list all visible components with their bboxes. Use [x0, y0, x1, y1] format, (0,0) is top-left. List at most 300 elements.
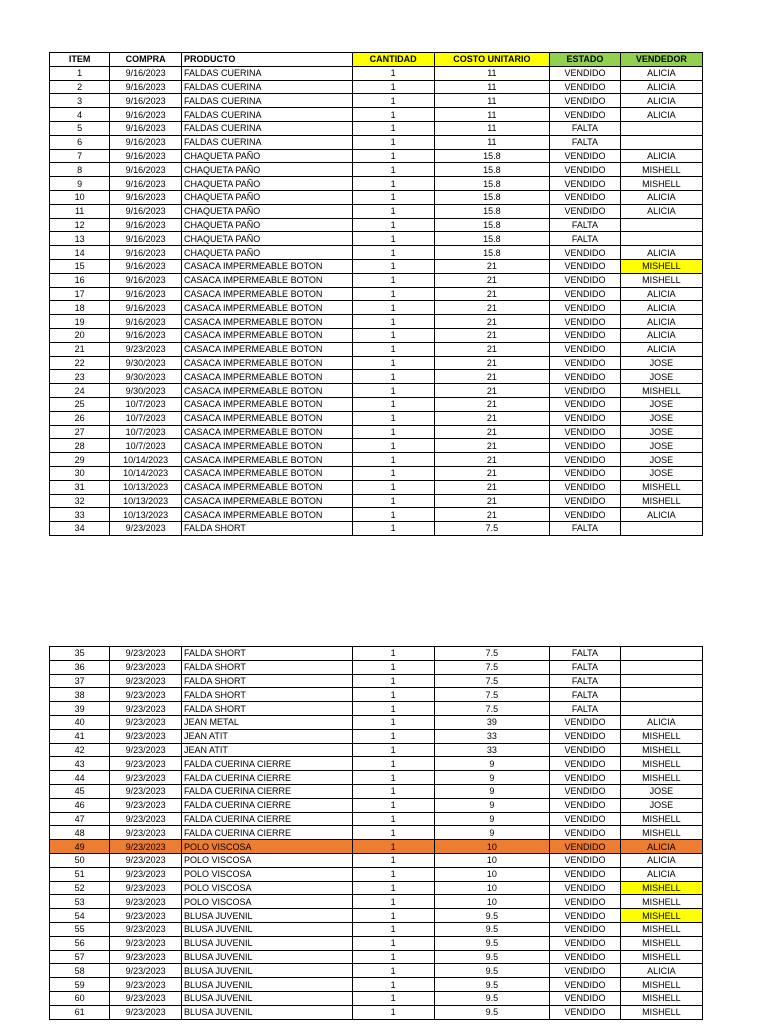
cell-costo-unitario: 21	[434, 425, 549, 439]
cell-vendedor: MISHELL	[620, 729, 702, 743]
cell-item: 24	[50, 384, 110, 398]
cell-vendedor: JOSE	[620, 397, 702, 411]
cell-estado: VENDIDO	[550, 826, 621, 840]
cell-cantidad: 1	[352, 1005, 434, 1019]
cell-compra: 10/14/2023	[110, 466, 182, 480]
cell-vendedor: MISHELL	[620, 384, 702, 398]
cell-cantidad: 1	[352, 370, 434, 384]
cell-costo-unitario: 7.5	[434, 660, 549, 674]
cell-estado: VENDIDO	[550, 163, 621, 177]
cell-compra: 9/23/2023	[110, 991, 182, 1005]
cell-cantidad: 1	[352, 301, 434, 315]
cell-costo-unitario: 15.8	[434, 163, 549, 177]
cell-producto: FALDAS CUERINA	[182, 66, 353, 80]
cell-item: 38	[50, 688, 110, 702]
cell-estado: VENDIDO	[550, 80, 621, 94]
table-row	[50, 784, 703, 798]
cell-item: 36	[50, 660, 110, 674]
cell-compra: 9/16/2023	[110, 259, 182, 273]
cell-vendedor: MISHELL	[620, 812, 702, 826]
cell-producto: CASACA IMPERMEABLE BOTON	[182, 466, 353, 480]
cell-cantidad: 1	[352, 494, 434, 508]
cell-compra: 9/23/2023	[110, 784, 182, 798]
cell-estado: VENDIDO	[550, 784, 621, 798]
cell-costo-unitario: 15.8	[434, 218, 549, 232]
cell-compra: 9/23/2023	[110, 674, 182, 688]
cell-compra: 10/14/2023	[110, 453, 182, 467]
cell-producto: FALDA CUERINA CIERRE	[182, 826, 353, 840]
cell-compra: 9/23/2023	[110, 964, 182, 978]
cell-estado: VENDIDO	[550, 342, 621, 356]
cell-estado: FALTA	[550, 218, 621, 232]
cell-producto: FALDA SHORT	[182, 522, 353, 536]
cell-costo-unitario: 33	[434, 729, 549, 743]
cell-cantidad: 1	[352, 702, 434, 716]
cell-costo-unitario: 9	[434, 812, 549, 826]
table-row	[50, 771, 703, 785]
cell-estado: VENDIDO	[550, 729, 621, 743]
cell-estado: VENDIDO	[550, 978, 621, 992]
cell-estado: FALTA	[550, 522, 621, 536]
cell-producto: JEAN METAL	[182, 715, 353, 729]
cell-costo-unitario: 9	[434, 798, 549, 812]
cell-item: 27	[50, 425, 110, 439]
table-row	[50, 466, 703, 480]
cell-producto: CASACA IMPERMEABLE BOTON	[182, 356, 353, 370]
cell-estado: FALTA	[550, 135, 621, 149]
cell-cantidad: 1	[352, 771, 434, 785]
cell-cantidad: 1	[352, 466, 434, 480]
cell-producto: POLO VISCOSA	[182, 853, 353, 867]
cell-costo-unitario: 9	[434, 757, 549, 771]
table-row	[50, 867, 703, 881]
cell-costo-unitario: 7.5	[434, 674, 549, 688]
cell-vendedor: ALICIA	[620, 315, 702, 329]
table-row	[50, 922, 703, 936]
cell-item: 15	[50, 259, 110, 273]
cell-costo-unitario: 7.5	[434, 688, 549, 702]
table-row	[50, 826, 703, 840]
cell-vendedor: ALICIA	[620, 715, 702, 729]
cell-costo-unitario: 21	[434, 259, 549, 273]
cell-cantidad: 1	[352, 287, 434, 301]
cell-estado: VENDIDO	[550, 867, 621, 881]
cell-compra: 9/23/2023	[110, 1005, 182, 1019]
table-row	[50, 840, 703, 854]
table-row	[50, 246, 703, 260]
cell-vendedor: MISHELL	[620, 259, 702, 273]
cell-producto: BLUSA JUVENIL	[182, 1005, 353, 1019]
cell-compra: 9/23/2023	[110, 757, 182, 771]
cell-compra: 9/23/2023	[110, 660, 182, 674]
cell-cantidad: 1	[352, 439, 434, 453]
table-2-body	[50, 647, 703, 1020]
cell-costo-unitario: 7.5	[434, 522, 549, 536]
cell-cantidad: 1	[352, 812, 434, 826]
table-row	[50, 757, 703, 771]
cell-producto: POLO VISCOSA	[182, 881, 353, 895]
cell-cantidad: 1	[352, 895, 434, 909]
cell-compra: 9/16/2023	[110, 287, 182, 301]
cell-cantidad: 1	[352, 135, 434, 149]
cell-vendedor: ALICIA	[620, 840, 702, 854]
cell-estado: VENDIDO	[550, 273, 621, 287]
cell-item: 34	[50, 522, 110, 536]
cell-item: 42	[50, 743, 110, 757]
cell-estado: VENDIDO	[550, 356, 621, 370]
cell-vendedor: MISHELL	[620, 273, 702, 287]
cell-compra: 10/7/2023	[110, 425, 182, 439]
cell-vendedor: ALICIA	[620, 66, 702, 80]
cell-vendedor	[620, 647, 702, 661]
cell-cantidad: 1	[352, 522, 434, 536]
cell-compra: 9/16/2023	[110, 246, 182, 260]
cell-vendedor	[620, 135, 702, 149]
cell-compra: 9/16/2023	[110, 301, 182, 315]
cell-costo-unitario: 15.8	[434, 246, 549, 260]
cell-producto: CHAQUETA PAÑO	[182, 149, 353, 163]
cell-cantidad: 1	[352, 121, 434, 135]
cell-compra: 9/16/2023	[110, 232, 182, 246]
cell-producto: CHAQUETA PAÑO	[182, 232, 353, 246]
cell-compra: 9/16/2023	[110, 204, 182, 218]
cell-costo-unitario: 21	[434, 273, 549, 287]
cell-compra: 9/23/2023	[110, 729, 182, 743]
table-row	[50, 729, 703, 743]
cell-item: 40	[50, 715, 110, 729]
cell-producto: CASACA IMPERMEABLE BOTON	[182, 397, 353, 411]
table-row	[50, 453, 703, 467]
cell-producto: CASACA IMPERMEABLE BOTON	[182, 301, 353, 315]
table-row	[50, 273, 703, 287]
cell-costo-unitario: 10	[434, 853, 549, 867]
cell-vendedor: ALICIA	[620, 94, 702, 108]
cell-costo-unitario: 9.5	[434, 991, 549, 1005]
cell-costo-unitario: 9.5	[434, 978, 549, 992]
cell-vendedor: MISHELL	[620, 494, 702, 508]
cell-costo-unitario: 10	[434, 867, 549, 881]
header-costo-unitario: COSTO UNITARIO	[434, 53, 549, 67]
cell-compra: 9/23/2023	[110, 771, 182, 785]
cell-item: 18	[50, 301, 110, 315]
table-row	[50, 259, 703, 273]
cell-cantidad: 1	[352, 273, 434, 287]
cell-item: 14	[50, 246, 110, 260]
cell-cantidad: 1	[352, 163, 434, 177]
cell-vendedor	[620, 674, 702, 688]
cell-costo-unitario: 39	[434, 715, 549, 729]
cell-vendedor: ALICIA	[620, 108, 702, 122]
cell-costo-unitario: 33	[434, 743, 549, 757]
cell-compra: 9/16/2023	[110, 177, 182, 191]
cell-compra: 9/30/2023	[110, 370, 182, 384]
cell-vendedor: JOSE	[620, 370, 702, 384]
cell-item: 30	[50, 466, 110, 480]
sales-table-2	[49, 646, 703, 1020]
cell-producto: CASACA IMPERMEABLE BOTON	[182, 453, 353, 467]
cell-producto: POLO VISCOSA	[182, 867, 353, 881]
table-row	[50, 218, 703, 232]
table-row	[50, 688, 703, 702]
cell-producto: FALDA CUERINA CIERRE	[182, 771, 353, 785]
cell-compra: 9/23/2023	[110, 688, 182, 702]
cell-vendedor: MISHELL	[620, 991, 702, 1005]
cell-estado: FALTA	[550, 660, 621, 674]
cell-vendedor: JOSE	[620, 784, 702, 798]
cell-item: 19	[50, 315, 110, 329]
cell-item: 35	[50, 647, 110, 661]
cell-item: 3	[50, 94, 110, 108]
cell-cantidad: 1	[352, 922, 434, 936]
cell-compra: 9/23/2023	[110, 798, 182, 812]
cell-cantidad: 1	[352, 80, 434, 94]
cell-vendedor: ALICIA	[620, 964, 702, 978]
cell-producto: CHAQUETA PAÑO	[182, 177, 353, 191]
cell-producto: FALDA SHORT	[182, 702, 353, 716]
cell-cantidad: 1	[352, 218, 434, 232]
cell-producto: FALDAS CUERINA	[182, 94, 353, 108]
cell-compra: 9/23/2023	[110, 702, 182, 716]
table-row	[50, 936, 703, 950]
table-row	[50, 108, 703, 122]
cell-estado: FALTA	[550, 121, 621, 135]
cell-item: 52	[50, 881, 110, 895]
cell-costo-unitario: 9	[434, 784, 549, 798]
cell-item: 7	[50, 149, 110, 163]
cell-producto: CASACA IMPERMEABLE BOTON	[182, 287, 353, 301]
cell-estado: VENDIDO	[550, 190, 621, 204]
cell-cantidad: 1	[352, 149, 434, 163]
cell-compra: 9/23/2023	[110, 950, 182, 964]
cell-compra: 9/16/2023	[110, 218, 182, 232]
cell-cantidad: 1	[352, 936, 434, 950]
cell-vendedor: MISHELL	[620, 1005, 702, 1019]
cell-estado: VENDIDO	[550, 812, 621, 826]
cell-item: 12	[50, 218, 110, 232]
cell-cantidad: 1	[352, 453, 434, 467]
cell-costo-unitario: 21	[434, 397, 549, 411]
cell-vendedor: MISHELL	[620, 936, 702, 950]
cell-cantidad: 1	[352, 798, 434, 812]
cell-cantidad: 1	[352, 853, 434, 867]
cell-costo-unitario: 21	[434, 315, 549, 329]
cell-costo-unitario: 9	[434, 771, 549, 785]
cell-compra: 9/16/2023	[110, 108, 182, 122]
cell-producto: FALDA SHORT	[182, 688, 353, 702]
cell-compra: 10/7/2023	[110, 397, 182, 411]
cell-producto: FALDA CUERINA CIERRE	[182, 757, 353, 771]
cell-item: 44	[50, 771, 110, 785]
cell-estado: VENDIDO	[550, 840, 621, 854]
cell-compra: 9/16/2023	[110, 94, 182, 108]
cell-vendedor: JOSE	[620, 356, 702, 370]
cell-cantidad: 1	[352, 743, 434, 757]
cell-estado: VENDIDO	[550, 798, 621, 812]
cell-costo-unitario: 11	[434, 80, 549, 94]
cell-cantidad: 1	[352, 425, 434, 439]
cell-producto: JEAN ATIT	[182, 729, 353, 743]
table-row	[50, 1005, 703, 1019]
cell-item: 21	[50, 342, 110, 356]
cell-producto: FALDAS CUERINA	[182, 121, 353, 135]
cell-costo-unitario: 15.8	[434, 190, 549, 204]
cell-estado: VENDIDO	[550, 508, 621, 522]
cell-cantidad: 1	[352, 688, 434, 702]
cell-compra: 10/13/2023	[110, 480, 182, 494]
table-row	[50, 315, 703, 329]
cell-producto: CASACA IMPERMEABLE BOTON	[182, 494, 353, 508]
cell-costo-unitario: 9.5	[434, 922, 549, 936]
cell-item: 60	[50, 991, 110, 1005]
cell-cantidad: 1	[352, 384, 434, 398]
cell-compra: 9/23/2023	[110, 647, 182, 661]
cell-cantidad: 1	[352, 108, 434, 122]
table-row	[50, 301, 703, 315]
table-row	[50, 660, 703, 674]
cell-cantidad: 1	[352, 729, 434, 743]
cell-costo-unitario: 10	[434, 840, 549, 854]
table-row	[50, 480, 703, 494]
cell-item: 37	[50, 674, 110, 688]
cell-costo-unitario: 15.8	[434, 149, 549, 163]
table-row	[50, 149, 703, 163]
cell-compra: 9/23/2023	[110, 840, 182, 854]
cell-producto: CASACA IMPERMEABLE BOTON	[182, 384, 353, 398]
cell-estado: VENDIDO	[550, 771, 621, 785]
cell-cantidad: 1	[352, 232, 434, 246]
cell-compra: 9/23/2023	[110, 909, 182, 923]
table-row	[50, 702, 703, 716]
cell-compra: 9/23/2023	[110, 936, 182, 950]
cell-cantidad: 1	[352, 411, 434, 425]
cell-vendedor: MISHELL	[620, 909, 702, 923]
table-row	[50, 978, 703, 992]
header-item: ITEM	[50, 53, 110, 67]
table-row	[50, 397, 703, 411]
cell-producto: FALDA SHORT	[182, 674, 353, 688]
cell-producto: JEAN ATIT	[182, 743, 353, 757]
cell-compra: 9/23/2023	[110, 881, 182, 895]
cell-compra: 9/30/2023	[110, 356, 182, 370]
cell-vendedor: MISHELL	[620, 922, 702, 936]
cell-item: 33	[50, 508, 110, 522]
cell-item: 26	[50, 411, 110, 425]
cell-item: 11	[50, 204, 110, 218]
table-row	[50, 743, 703, 757]
table-row	[50, 715, 703, 729]
cell-estado: VENDIDO	[550, 384, 621, 398]
cell-producto: FALDA CUERINA CIERRE	[182, 784, 353, 798]
cell-compra: 9/16/2023	[110, 135, 182, 149]
table-row	[50, 522, 703, 536]
header-row	[50, 53, 703, 67]
cell-cantidad: 1	[352, 784, 434, 798]
cell-item: 49	[50, 840, 110, 854]
cell-estado: VENDIDO	[550, 715, 621, 729]
cell-estado: VENDIDO	[550, 743, 621, 757]
cell-cantidad: 1	[352, 246, 434, 260]
cell-producto: FALDA SHORT	[182, 647, 353, 661]
cell-item: 28	[50, 439, 110, 453]
cell-costo-unitario: 21	[434, 384, 549, 398]
cell-estado: VENDIDO	[550, 480, 621, 494]
table-row	[50, 287, 703, 301]
cell-compra: 9/23/2023	[110, 922, 182, 936]
table-row	[50, 812, 703, 826]
cell-producto: CHAQUETA PAÑO	[182, 218, 353, 232]
cell-compra: 9/16/2023	[110, 66, 182, 80]
table-row	[50, 909, 703, 923]
cell-item: 1	[50, 66, 110, 80]
cell-producto: CASACA IMPERMEABLE BOTON	[182, 508, 353, 522]
table-row	[50, 439, 703, 453]
table-row	[50, 328, 703, 342]
cell-producto: BLUSA JUVENIL	[182, 922, 353, 936]
cell-vendedor: ALICIA	[620, 204, 702, 218]
cell-costo-unitario: 11	[434, 121, 549, 135]
cell-estado: VENDIDO	[550, 397, 621, 411]
cell-item: 51	[50, 867, 110, 881]
cell-compra: 9/23/2023	[110, 743, 182, 757]
cell-producto: CHAQUETA PAÑO	[182, 190, 353, 204]
cell-costo-unitario: 9.5	[434, 964, 549, 978]
cell-producto: CASACA IMPERMEABLE BOTON	[182, 315, 353, 329]
cell-vendedor	[620, 702, 702, 716]
cell-item: 23	[50, 370, 110, 384]
cell-producto: FALDA SHORT	[182, 660, 353, 674]
table-row	[50, 121, 703, 135]
cell-estado: VENDIDO	[550, 950, 621, 964]
cell-producto: BLUSA JUVENIL	[182, 964, 353, 978]
cell-estado: VENDIDO	[550, 246, 621, 260]
table-row	[50, 853, 703, 867]
cell-estado: VENDIDO	[550, 881, 621, 895]
cell-cantidad: 1	[352, 909, 434, 923]
cell-item: 43	[50, 757, 110, 771]
cell-compra: 9/23/2023	[110, 853, 182, 867]
cell-item: 5	[50, 121, 110, 135]
table-row	[50, 232, 703, 246]
cell-vendedor: ALICIA	[620, 287, 702, 301]
cell-estado: FALTA	[550, 647, 621, 661]
cell-compra: 9/16/2023	[110, 273, 182, 287]
cell-costo-unitario: 9.5	[434, 950, 549, 964]
cell-cantidad: 1	[352, 991, 434, 1005]
cell-item: 31	[50, 480, 110, 494]
cell-item: 50	[50, 853, 110, 867]
cell-estado: VENDIDO	[550, 936, 621, 950]
cell-costo-unitario: 9	[434, 826, 549, 840]
cell-vendedor: JOSE	[620, 798, 702, 812]
cell-estado: VENDIDO	[550, 895, 621, 909]
cell-estado: VENDIDO	[550, 964, 621, 978]
cell-estado: VENDIDO	[550, 909, 621, 923]
cell-vendedor: MISHELL	[620, 480, 702, 494]
cell-vendedor: MISHELL	[620, 743, 702, 757]
cell-estado: VENDIDO	[550, 287, 621, 301]
cell-compra: 9/23/2023	[110, 978, 182, 992]
cell-cantidad: 1	[352, 881, 434, 895]
cell-vendedor: MISHELL	[620, 163, 702, 177]
cell-item: 8	[50, 163, 110, 177]
cell-item: 59	[50, 978, 110, 992]
cell-costo-unitario: 15.8	[434, 204, 549, 218]
cell-costo-unitario: 21	[434, 508, 549, 522]
cell-estado: VENDIDO	[550, 411, 621, 425]
cell-vendedor	[620, 121, 702, 135]
cell-producto: FALDA CUERINA CIERRE	[182, 812, 353, 826]
cell-cantidad: 1	[352, 867, 434, 881]
